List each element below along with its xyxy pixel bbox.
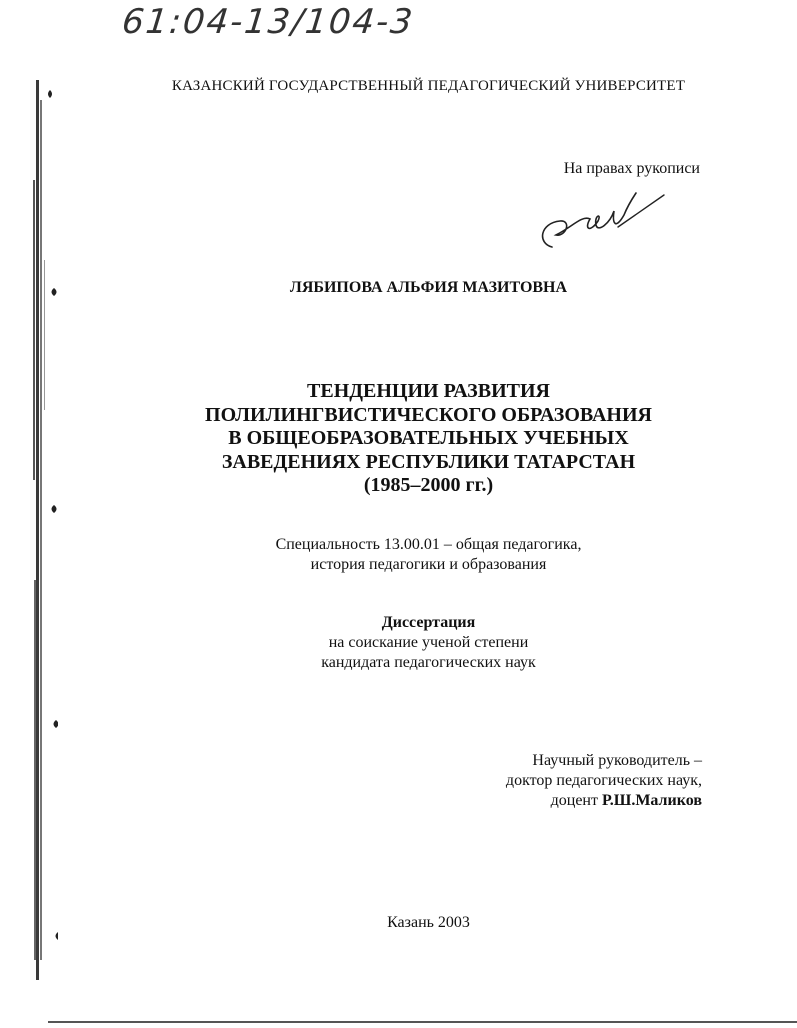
bottom-edge-scan-artifact bbox=[48, 1021, 797, 1023]
degree-line: на соискание ученой степени bbox=[328, 634, 529, 651]
advisor-rank-name bbox=[430, 791, 702, 811]
author-name: ЛЯБИПОВА АЛЬФИЯ МАЗИТОВНА bbox=[289, 279, 568, 296]
work-type: Диссертация bbox=[381, 614, 476, 631]
degree-info bbox=[60, 613, 797, 673]
specialty-line: история педагогики и образования bbox=[310, 556, 547, 573]
specialty-line: Специальность 13.00.01 – общая педагогика, bbox=[275, 536, 582, 553]
scientific-advisor bbox=[430, 751, 702, 811]
title-line: В ОБЩЕОБРАЗОВАТЕЛЬНЫХ УЧЕБНЫХ bbox=[228, 427, 629, 449]
archive-code-handwritten: 61:04-13/104-3 bbox=[120, 2, 417, 42]
author-signature bbox=[532, 185, 672, 255]
university-name: КАЗАНСКИЙ ГОСУДАРСТВЕННЫЙ ПЕДАГОГИЧЕСКИЙ УНИВЕРСИТЕТ bbox=[171, 78, 686, 94]
degree-line: кандидата педагогических наук bbox=[321, 654, 536, 671]
dissertation-title bbox=[60, 380, 797, 498]
manuscript-rights-note: На правах рукописи bbox=[563, 160, 700, 177]
place-year: Казань 2003 bbox=[387, 914, 470, 931]
advisor-name: Р.Ш.Маликов bbox=[601, 792, 702, 809]
binding-edge-scan-artifact bbox=[28, 60, 58, 1028]
advisor-role: Научный руководитель – bbox=[532, 752, 702, 769]
specialty-info bbox=[60, 535, 797, 575]
advisor-degree: доктор педагогических наук, bbox=[505, 772, 702, 789]
title-line: ПОЛИЛИНГВИСТИЧЕСКОГО ОБРАЗОВАНИЯ bbox=[205, 403, 652, 426]
advisor-rank: доцент bbox=[550, 792, 598, 809]
title-line: ЗАВЕДЕНИЯХ РЕСПУБЛИКИ ТАТАРСТАН bbox=[221, 450, 636, 473]
title-line: (1985–2000 гг.) bbox=[363, 474, 494, 496]
title-line: ТЕНДЕНЦИИ РАЗВИТИЯ bbox=[307, 380, 550, 402]
